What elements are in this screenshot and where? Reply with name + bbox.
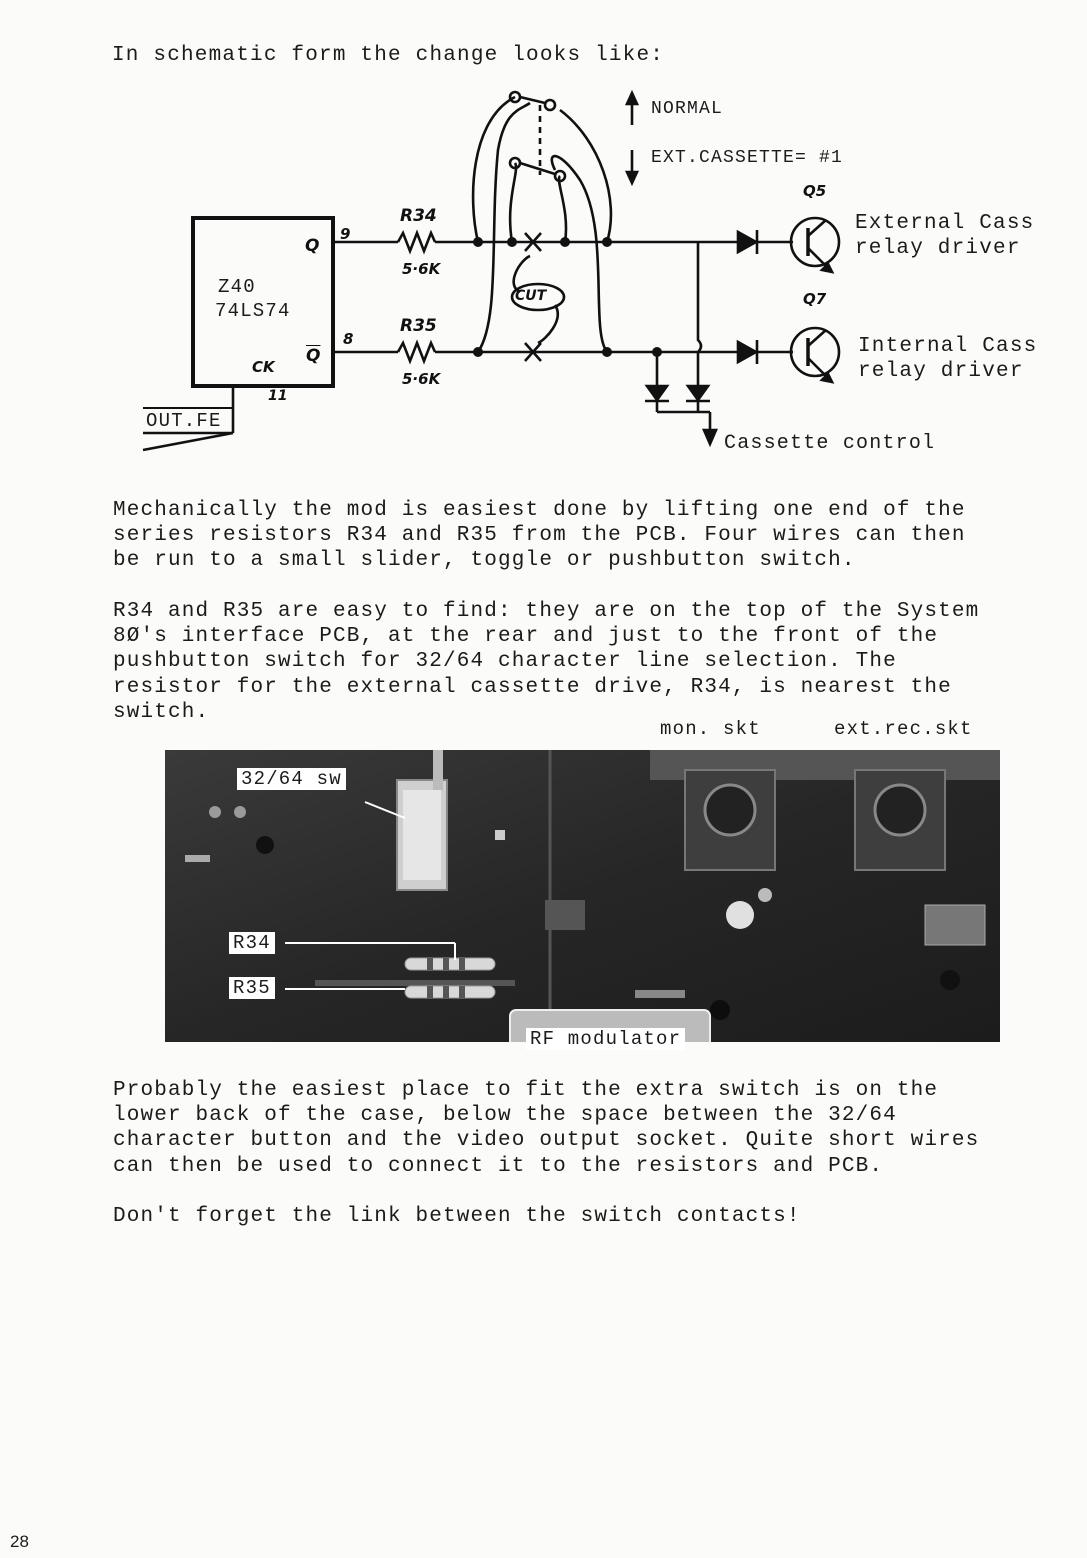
pin-9-label: 9 (340, 225, 351, 243)
q7-transistor (791, 328, 839, 376)
switch-normal-label: NORMAL (651, 99, 724, 119)
r35-value: 5·6K (402, 370, 441, 388)
text-line: R34 and R35 are easy to find: they are on the top of the System (113, 600, 980, 623)
r34-photo-label: R34 (229, 932, 275, 954)
r34-name: R34 (400, 206, 437, 226)
cut-label: CUT (515, 288, 547, 304)
reminder-paragraph (113, 1204, 801, 1229)
q5-label: Q5 (803, 182, 827, 200)
q7-label: Q7 (803, 290, 827, 308)
q5-transistor (791, 218, 839, 266)
r35-symbol (398, 343, 435, 361)
out-fe-label: OUT.FE (146, 410, 222, 432)
text-line: character button and the video output socket. Quite short wires (113, 1129, 980, 1153)
mon-skt-label: mon. skt (660, 718, 761, 740)
switch-ext-label: EXT.CASSETTE= #1 (651, 148, 844, 168)
external-driver-label-2: relay driver (855, 237, 1021, 260)
r35-name: R35 (400, 316, 437, 336)
mechanical-paragraph (113, 498, 966, 574)
internal-driver-label-2: relay driver (858, 360, 1024, 383)
text-line: 8Ø's interface PCB, at the rear and just to the front of the (113, 625, 939, 649)
rf-modulator-label: RF modulator (526, 1028, 685, 1050)
ext-rec-skt-label: ext.rec.skt (834, 718, 973, 740)
text-line: resistor for the external cassette drive, R34, is nearest the (113, 675, 952, 699)
text-line: switch. (113, 700, 210, 724)
text-line: be run to a small slider, toggle or pushbutton switch. (113, 549, 856, 573)
location-paragraph (113, 599, 979, 725)
switch-photo-label: 32/64 sw (237, 768, 346, 790)
text-line: Probably the easiest place to fit the extra switch is on the (113, 1079, 939, 1102)
chip-label-2: 74LS74 (215, 300, 291, 322)
page-number: 28 (10, 1532, 29, 1551)
pin-qbar-label: $\overline{Q}$ (306, 346, 321, 366)
pin-ck-label: CK (252, 358, 275, 376)
chip-label-1: Z40 (218, 276, 256, 298)
pin-8-label: 8 (343, 330, 354, 348)
fitting-paragraph (113, 1078, 979, 1179)
internal-driver-label-1: Internal Cass (858, 335, 1038, 358)
r34-value: 5·6K (402, 260, 441, 278)
external-driver-label-1: External Cass (855, 212, 1035, 235)
pin-q-label: Q (305, 236, 320, 256)
text-line: lower back of the case, below the space between the 32/64 (113, 1104, 897, 1128)
intro-text: In schematic form the change looks like: (112, 44, 665, 67)
r35-photo-label: R35 (229, 977, 275, 999)
text-line: Mechanically the mod is easiest done by lifting one end of the (113, 499, 966, 522)
pcb-photo (165, 750, 1000, 1042)
pin-11-label: 11 (268, 388, 288, 404)
text-line: pushbutton switch for 32/64 character line selection. The (113, 650, 897, 674)
r34-symbol (398, 233, 435, 251)
text-line: series resistors R34 and R35 from the PCB. Four wires can then (113, 524, 966, 548)
text-line: can then be used to connect it to the resistors and PCB. (113, 1154, 884, 1178)
cassette-control-label: Cassette control (724, 432, 936, 455)
text-line: Don't forget the link between the switch contacts! (113, 1205, 801, 1228)
